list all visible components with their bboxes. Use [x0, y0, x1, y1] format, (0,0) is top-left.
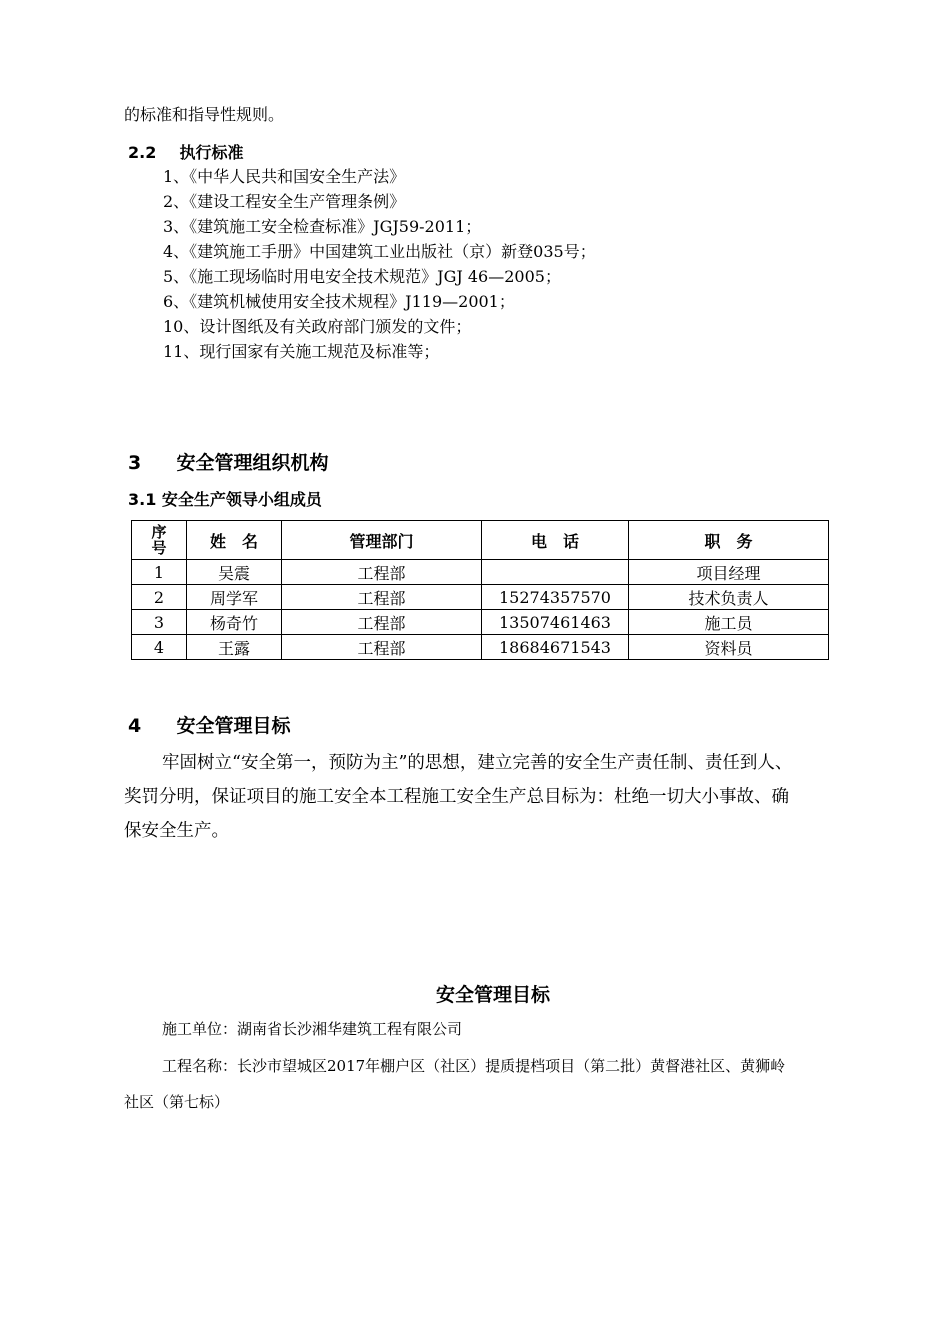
header-name: 姓 名	[187, 521, 282, 560]
cell-name: 吴震	[187, 560, 282, 585]
cell-position: 项目经理	[629, 560, 829, 585]
standard-item: 1、《中华人民共和国安全生产法》	[163, 167, 406, 186]
header-seq: 序号	[132, 521, 187, 560]
section-3-1-heading	[128, 487, 322, 510]
section-4-heading	[128, 711, 291, 738]
table-row	[132, 585, 829, 610]
leaders-table	[131, 520, 829, 660]
table-row	[132, 560, 829, 585]
cell-position: 施工员	[629, 610, 829, 635]
standard-item: 5、《施工现场临时用电安全技术规范》JGJ 46—2005；	[163, 267, 561, 286]
form-title: 安全管理目标	[435, 984, 550, 1006]
section-4-paragraph-line: 保安全生产。	[124, 821, 229, 841]
section-4-paragraph-line: 奖罚分明，保证项目的施工安全本工程施工安全生产总目标为：杜绝一切大小事故、确	[124, 787, 789, 807]
section-4-title: 安全管理目标	[176, 715, 291, 737]
section-3-1-title: 安全生产领导小组成员	[161, 490, 322, 509]
header-department: 管理部门	[282, 521, 482, 560]
section-3-heading	[128, 448, 329, 475]
standard-item: 4、《建筑施工手册》中国建筑工业出版社（京）新登035号；	[163, 242, 596, 261]
cell-position: 技术负责人	[629, 585, 829, 610]
cell-phone: 15274357570	[482, 585, 629, 610]
cell-phone: 18684671543	[482, 635, 629, 660]
cell-position: 资料员	[629, 635, 829, 660]
standard-item: 6、《建筑机械使用安全技术规程》J119—2001；	[163, 292, 515, 311]
cell-department: 工程部	[282, 585, 482, 610]
cell-department: 工程部	[282, 610, 482, 635]
section-4-number: 4	[128, 715, 142, 737]
section-2-2-number: 2.2	[128, 143, 157, 162]
cell-seq: 1	[132, 560, 187, 585]
cell-name: 王露	[187, 635, 282, 660]
cell-department: 工程部	[282, 635, 482, 660]
project-name-line-1: 工程名称：长沙市望城区2017年棚户区（社区）提质提档项目（第二批）黄督港社区、黄狮岭	[162, 1057, 786, 1075]
cell-seq: 4	[132, 635, 187, 660]
project-name-line-2: 社区（第七标）	[124, 1093, 230, 1111]
construction-unit-line: 施工单位：湖南省长沙湘华建筑工程有限公司	[162, 1020, 463, 1038]
table-header-row	[132, 521, 829, 560]
section-3-title: 安全管理组织机构	[176, 452, 329, 474]
intro-tail-text: 的标准和指导性规则。	[124, 105, 285, 124]
cell-name: 杨奇竹	[187, 610, 282, 635]
table-row	[132, 610, 829, 635]
cell-seq: 3	[132, 610, 187, 635]
section-2-2-heading	[128, 140, 244, 163]
standard-item: 10、设计图纸及有关政府部门颁发的文件；	[163, 317, 472, 336]
cell-department: 工程部	[282, 560, 482, 585]
header-phone: 电 话	[482, 521, 629, 560]
standard-item: 2、《建设工程安全生产管理条例》	[163, 192, 406, 211]
standard-item: 3、《建筑施工安全检查标准》JGJ59-2011；	[163, 217, 482, 236]
header-position: 职 务	[629, 521, 829, 560]
table-row	[132, 635, 829, 660]
cell-phone: 13507461463	[482, 610, 629, 635]
cell-name: 周学军	[187, 585, 282, 610]
section-3-number: 3	[128, 452, 142, 474]
cell-seq: 2	[132, 585, 187, 610]
standard-item: 11、现行国家有关施工规范及标准等；	[163, 342, 440, 361]
section-3-1-number: 3.1	[128, 490, 157, 509]
cell-phone	[482, 560, 629, 585]
section-4-paragraph-line: 牢固树立“安全第一，预防为主”的思想，建立完善的安全生产责任制、责任到人、	[162, 753, 793, 773]
section-2-2-title: 执行标准	[179, 143, 244, 162]
